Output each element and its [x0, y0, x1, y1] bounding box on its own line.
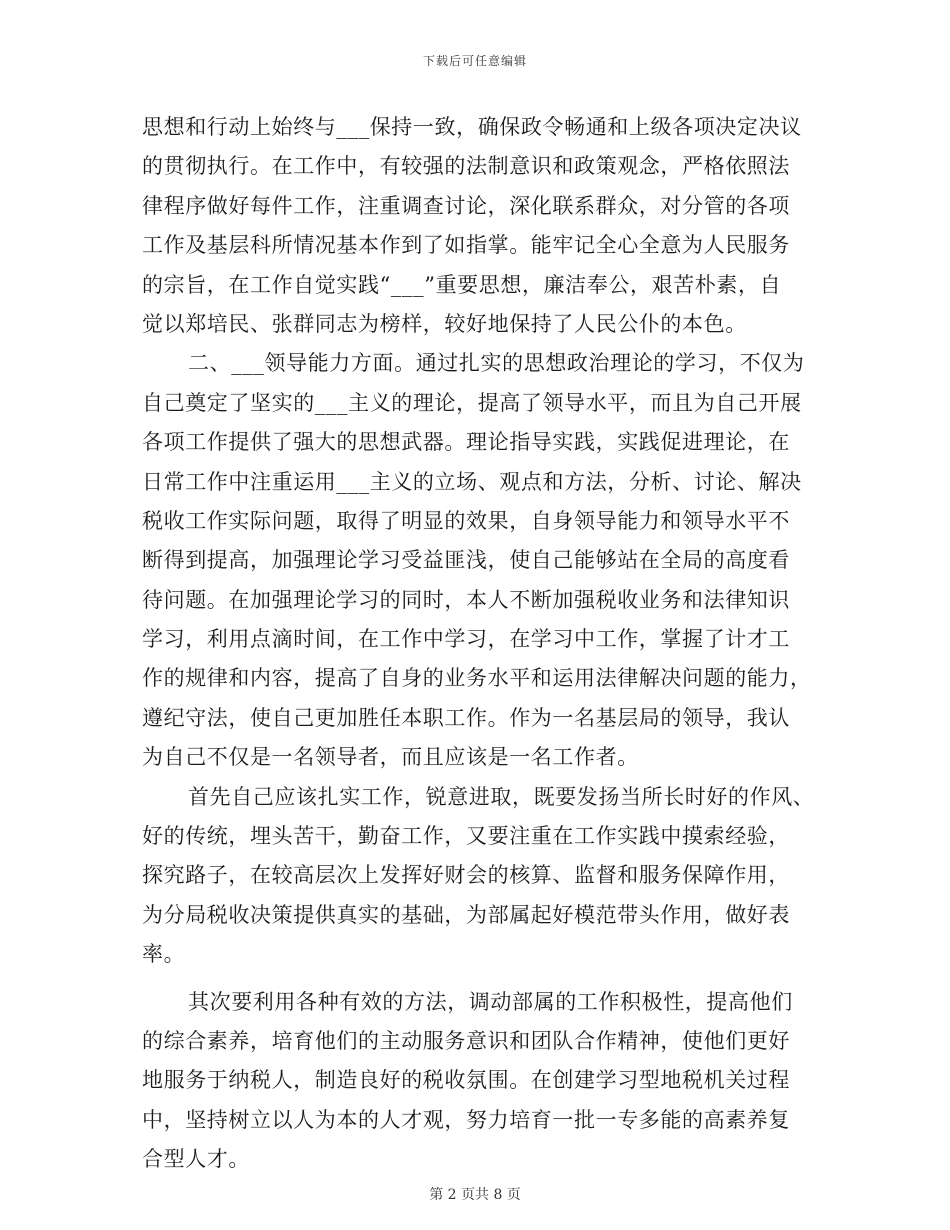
paragraph-spacer	[142, 975, 812, 983]
text-line: 二、___领导能力方面。通过扎实的思想政治理论的学习，不仅为	[188, 351, 805, 376]
text-line: 探究路子，在较高层次上发挥好财会的核算、监督和服务保障作用，	[142, 863, 790, 888]
text-line: 思想和行动上始终与___保持一致，确保政令畅通和上级各项决定决议	[142, 115, 802, 139]
text-line: 地服务于纳税人，制造良好的税收氛围。在创建学习型地税机关过程	[142, 1068, 790, 1093]
text-line: 日常工作中注重运用___主义的立场、观点和方法，分析、讨论、解决	[142, 469, 802, 494]
paragraph	[142, 983, 812, 1180]
text-line: 各项工作提供了强大的思想武器。理论指导实践，实践促进理论，在	[142, 430, 790, 455]
text-line: 作的规律和内容，提高了自身的业务水平和运用法律解决问题的能力，	[142, 666, 812, 691]
text-line: 率。	[142, 942, 186, 967]
text-line: 学习，利用点滴时间，在工作中学习，在学习中工作，掌握了计才工	[142, 627, 790, 652]
paragraph	[142, 344, 812, 777]
text-line: 好的传统，埋头苦干，勤奋工作，又要注重在工作实践中摸索经验，	[142, 824, 790, 849]
text-line: 待问题。在加强理论学习的同时，本人不断加强税收业务和法律知识	[142, 587, 790, 612]
text-line: 的综合素养，培育他们的主动服务意识和团队合作精神，使他们更好	[142, 1028, 790, 1053]
paragraph	[142, 778, 815, 975]
text-line: 首先自己应该扎实工作，锐意进取，既要发扬当所长时好的作风、	[188, 784, 815, 809]
text-line: 其次要利用各种有效的方法，调动部属的工作积极性，提高他们	[188, 989, 793, 1014]
paragraph	[142, 108, 812, 344]
text-line: 中，坚持树立以人为本的人才观，努力培育一批一专多能的高素养复	[142, 1107, 790, 1132]
text-line: 遵纪守法，使自己更加胜任本职工作。作为一名基层局的领导，我认	[142, 705, 790, 730]
text-line: 的贯彻执行。在工作中，有较强的法制意识和政策观念，严格依照法	[142, 154, 790, 179]
text-line: 合型人才。	[142, 1147, 250, 1172]
text-line: 觉以郑培民、张群同志为榜样，较好地保持了人民公仆的本色。	[142, 311, 747, 336]
text-line: 律程序做好每件工作，注重调查讨论，深化联系群众，对分管的各项	[142, 193, 790, 218]
page-header: 下载后可任意编辑	[422, 54, 527, 68]
text-line: 工作及基层科所情况基本作到了如指掌。能牢记全心全意为人民服务	[142, 233, 790, 258]
text-line: 为自己不仅是一名领导者，而且应该是一名工作者。	[142, 745, 639, 770]
text-line: 为分局税收决策提供真实的基础，为部属起好模范带头作用，做好表	[142, 902, 790, 927]
text-line: 税收工作实际问题，取得了明显的效果，自身领导能力和领导水平不	[142, 508, 790, 533]
text-line: 自己奠定了坚实的___主义的理论，提高了领导水平，而且为自己开展	[142, 390, 802, 415]
document-body	[142, 108, 815, 1180]
text-line: 的宗旨，在工作自觉实践“___”重要思想，廉洁奉公，艰苦朴素，自	[142, 272, 782, 297]
text-line: 断得到提高，加强理论学习受益匪浅，使自己能够站在全局的高度看	[142, 548, 790, 573]
page-footer: 第 2 页共 8 页	[429, 1187, 521, 1203]
